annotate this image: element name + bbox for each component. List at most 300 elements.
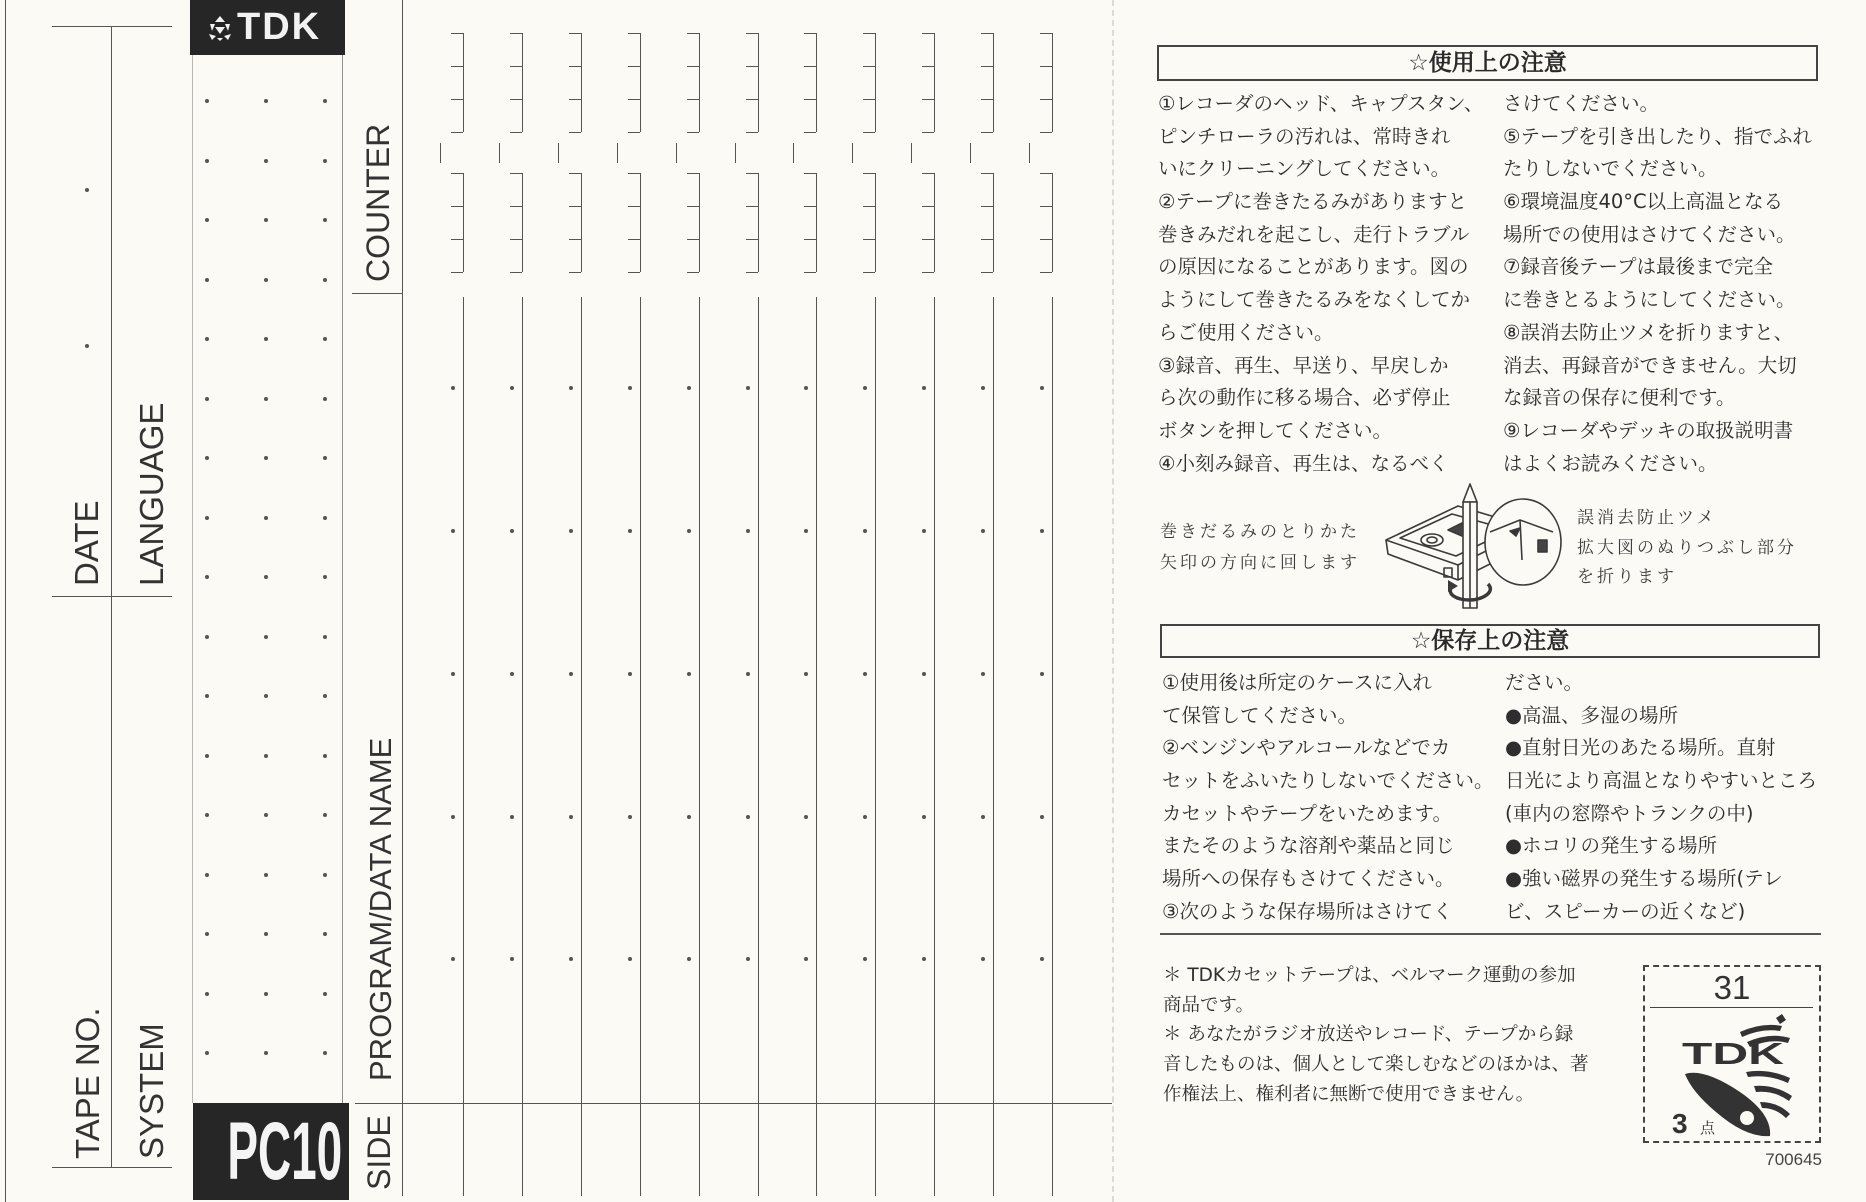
note-line: カセットやテープをいためます。 bbox=[1162, 801, 1452, 825]
note-line: ②テープに巻きたるみがありますと bbox=[1158, 190, 1468, 214]
guide-dot bbox=[323, 932, 327, 936]
note-line: の原因になることがあります。図の bbox=[1158, 255, 1469, 279]
note-line: ださい。 bbox=[1505, 671, 1584, 694]
grid-guide-dot bbox=[687, 529, 691, 533]
guide-dot bbox=[264, 99, 268, 103]
counter-digit-tick bbox=[569, 239, 581, 240]
guide-dot bbox=[264, 218, 268, 222]
note-line: な録音の保存に便利です。 bbox=[1503, 386, 1736, 410]
grid-guide-dot bbox=[863, 672, 867, 676]
grid-column-line bbox=[699, 297, 700, 1196]
grid-guide-dot bbox=[687, 957, 691, 961]
grid-guide-dot bbox=[687, 386, 691, 390]
grid-guide-dot bbox=[746, 957, 750, 961]
grid-guide-dot bbox=[922, 386, 926, 390]
counter-separator-tick bbox=[852, 143, 853, 163]
guide-dot bbox=[205, 813, 209, 817]
note-line: ビ、スピーカーの近くなど) bbox=[1505, 899, 1746, 923]
counter-digit-bracket bbox=[934, 33, 935, 132]
grid-column-line bbox=[993, 297, 994, 1196]
counter-digit-tick bbox=[746, 66, 758, 67]
label-column-line bbox=[402, 0, 403, 1196]
guide-dot bbox=[264, 337, 268, 341]
counter-separator-tick bbox=[499, 143, 500, 163]
cassette-diagram-icon bbox=[1375, 482, 1575, 612]
counter-digit-bracket bbox=[758, 33, 759, 132]
guide-dot bbox=[323, 159, 327, 163]
note-line: ボタンを押してください。 bbox=[1158, 418, 1393, 442]
counter-digit-tick bbox=[746, 173, 758, 174]
usage-notes-right-column bbox=[1503, 88, 1812, 480]
note-line: ピンチローラの汚れは、常時きれ bbox=[1158, 124, 1451, 148]
guide-dot bbox=[205, 873, 209, 877]
guide-dot bbox=[205, 575, 209, 579]
counter-digit-tick bbox=[628, 33, 640, 34]
counter-digit-tick bbox=[863, 272, 875, 273]
note-line: セットをふいたりしないでください。 bbox=[1162, 769, 1494, 793]
note-line: 場所での使用はさけてください。 bbox=[1503, 222, 1796, 246]
counter-digit-tick bbox=[922, 99, 934, 100]
caption-line: 誤消去防止ツメ bbox=[1577, 508, 1717, 528]
counter-digit-tick bbox=[746, 206, 758, 207]
guide-dot bbox=[264, 813, 268, 817]
field-guide-dot bbox=[85, 188, 89, 192]
counter-separator-tick bbox=[970, 143, 971, 163]
counter-digit-bracket bbox=[758, 173, 759, 272]
counter-digit-tick bbox=[981, 132, 993, 133]
grid-guide-dot bbox=[687, 815, 691, 819]
note-line: て保管してください。 bbox=[1162, 703, 1358, 727]
grid-column-line bbox=[581, 297, 582, 1196]
counter-separator-tick bbox=[676, 143, 677, 163]
counter-digit-bracket bbox=[1052, 33, 1053, 132]
footer-line: 商品です。 bbox=[1163, 994, 1255, 1016]
counter-digit-tick bbox=[451, 206, 463, 207]
grid-column-line bbox=[1052, 297, 1053, 1196]
guide-dot bbox=[323, 337, 327, 341]
counter-digit-tick bbox=[510, 66, 522, 67]
counter-digit-tick bbox=[922, 206, 934, 207]
counter-digit-tick bbox=[569, 99, 581, 100]
grid-guide-dot bbox=[922, 957, 926, 961]
grid-guide-dot bbox=[628, 386, 632, 390]
grid-guide-dot bbox=[981, 529, 985, 533]
guide-dot bbox=[264, 159, 268, 163]
footer-line: ＊ TDKカセットテープは、ベルマーク運動の参加 bbox=[1163, 965, 1576, 986]
grid-guide-dot bbox=[510, 815, 514, 819]
counter-digit-bracket bbox=[816, 173, 817, 272]
storage-notes-title: ☆保存上の注意 bbox=[1160, 624, 1820, 658]
guide-dot bbox=[323, 1051, 327, 1055]
counter-digit-tick bbox=[687, 206, 699, 207]
counter-label: COUNTER bbox=[360, 123, 396, 282]
bellmark-brand: TDK bbox=[1682, 1036, 1785, 1071]
counter-digit-tick bbox=[746, 239, 758, 240]
counter-separator-tick bbox=[617, 143, 618, 163]
grid-guide-dot bbox=[569, 529, 573, 533]
counter-digit-tick bbox=[510, 132, 522, 133]
guide-dot bbox=[264, 456, 268, 460]
grid-guide-dot bbox=[804, 815, 808, 819]
note-line: に巻きとるようにしてください。 bbox=[1503, 288, 1796, 312]
date-label: DATE bbox=[68, 500, 105, 586]
counter-digit-tick bbox=[451, 132, 463, 133]
counter-digit-tick bbox=[1040, 132, 1052, 133]
grid-guide-dot bbox=[1040, 529, 1044, 533]
counter-digit-bracket bbox=[934, 173, 935, 272]
grid-guide-dot bbox=[628, 529, 632, 533]
storage-notes-right-column bbox=[1505, 667, 1817, 929]
counter-digit-tick bbox=[569, 206, 581, 207]
counter-separator-tick bbox=[440, 143, 441, 163]
guide-dot bbox=[323, 813, 327, 817]
grid-guide-dot bbox=[804, 386, 808, 390]
counter-digit-bracket bbox=[993, 173, 994, 272]
counter-digit-tick bbox=[804, 206, 816, 207]
bellmark-number: 31 bbox=[1713, 969, 1751, 1006]
counter-digit-tick bbox=[863, 132, 875, 133]
grid-guide-dot bbox=[746, 386, 750, 390]
grid-guide-dot bbox=[863, 815, 867, 819]
counter-digit-tick bbox=[981, 173, 993, 174]
grid-guide-dot bbox=[804, 672, 808, 676]
section-divider bbox=[1160, 933, 1821, 935]
note-line: ④小刻み録音、再生は、なるべく bbox=[1158, 451, 1449, 475]
guide-dot bbox=[205, 218, 209, 222]
grid-guide-dot bbox=[863, 529, 867, 533]
guide-dot bbox=[323, 992, 327, 996]
note-line: ●強い磁界の発生する場所(テレ bbox=[1505, 867, 1783, 891]
catalog-code: 700645 bbox=[1765, 1150, 1822, 1169]
field-rule-middle bbox=[52, 596, 172, 597]
guide-dot bbox=[323, 873, 327, 877]
guide-dot bbox=[205, 754, 209, 758]
field-rule-top bbox=[52, 26, 172, 27]
guide-dot bbox=[264, 873, 268, 877]
note-line: ⑥環境温度40°C以上高温となる bbox=[1503, 190, 1784, 214]
grid-guide-dot bbox=[569, 957, 573, 961]
counter-digit-bracket bbox=[522, 33, 523, 132]
guide-dot bbox=[264, 992, 268, 996]
grid-guide-dot bbox=[510, 529, 514, 533]
guide-dot bbox=[323, 635, 327, 639]
counter-digit-tick bbox=[1040, 66, 1052, 67]
counter-digit-tick bbox=[687, 272, 699, 273]
note-line: ●直射日光のあたる場所。直射 bbox=[1505, 736, 1776, 760]
counter-digit-tick bbox=[981, 66, 993, 67]
counter-digit-tick bbox=[1040, 99, 1052, 100]
bellmark-points-value: 3 bbox=[1672, 1108, 1688, 1139]
grid-guide-dot bbox=[922, 672, 926, 676]
grid-guide-dot bbox=[569, 386, 573, 390]
note-line: 日光により高温となりやすいところ bbox=[1505, 769, 1818, 793]
grid-guide-dot bbox=[981, 815, 985, 819]
note-line: ようにして巻きたるみをなくしてか bbox=[1158, 288, 1471, 312]
counter-label-rule bbox=[352, 293, 403, 294]
counter-separator-tick bbox=[1029, 143, 1030, 163]
guide-dot bbox=[323, 516, 327, 520]
counter-digit-tick bbox=[569, 272, 581, 273]
counter-digit-tick bbox=[510, 272, 522, 273]
counter-digit-tick bbox=[451, 33, 463, 34]
counter-digit-bracket bbox=[463, 33, 464, 132]
counter-digit-bracket bbox=[699, 173, 700, 272]
counter-digit-bracket bbox=[640, 173, 641, 272]
note-line: さけてください。 bbox=[1503, 92, 1660, 115]
left-border-line bbox=[5, 0, 6, 1202]
usage-notes-title: ☆使用上の注意 bbox=[1157, 45, 1818, 81]
brand-header-badge bbox=[190, 0, 345, 55]
grid-column-line bbox=[758, 297, 759, 1196]
counter-digit-tick bbox=[569, 173, 581, 174]
note-line: (車内の窓際やトランクの中) bbox=[1505, 801, 1754, 825]
guide-dot bbox=[264, 516, 268, 520]
grid-guide-dot bbox=[451, 672, 455, 676]
grid-guide-dot bbox=[451, 386, 455, 390]
counter-digit-tick bbox=[628, 239, 640, 240]
bellmark-points-unit: 点 bbox=[1700, 1119, 1716, 1137]
counter-digit-tick bbox=[981, 33, 993, 34]
guide-dot bbox=[205, 337, 209, 341]
counter-separator-tick bbox=[793, 143, 794, 163]
guide-dot bbox=[323, 99, 327, 103]
note-line: ②ベンジンやアルコールなどでカ bbox=[1162, 736, 1451, 760]
counter-digit-tick bbox=[863, 206, 875, 207]
counter-digit-tick bbox=[922, 173, 934, 174]
guide-dot bbox=[205, 278, 209, 282]
grid-guide-dot bbox=[804, 529, 808, 533]
counter-digit-tick bbox=[510, 33, 522, 34]
counter-digit-tick bbox=[451, 99, 463, 100]
tape-no-label: TAPE NO. bbox=[69, 1007, 106, 1159]
counter-digit-tick bbox=[628, 99, 640, 100]
note-line: ③録音、再生、早送り、早戻しか bbox=[1158, 353, 1449, 377]
guide-dot bbox=[323, 397, 327, 401]
grid-guide-dot bbox=[746, 529, 750, 533]
guide-dot bbox=[323, 575, 327, 579]
note-line: ⑨レコーダやデッキの取扱説明書 bbox=[1503, 418, 1794, 442]
bellmark-rule bbox=[1650, 1007, 1813, 1008]
guide-dot bbox=[205, 694, 209, 698]
grid-guide-dot bbox=[863, 957, 867, 961]
grid-guide-dot bbox=[981, 957, 985, 961]
counter-digit-tick bbox=[569, 66, 581, 67]
counter-digit-tick bbox=[804, 272, 816, 273]
counter-separator-tick bbox=[911, 143, 912, 163]
guide-dot bbox=[205, 99, 209, 103]
guide-dot bbox=[323, 694, 327, 698]
grid-guide-dot bbox=[628, 672, 632, 676]
counter-digit-tick bbox=[1040, 33, 1052, 34]
counter-digit-bracket bbox=[875, 173, 876, 272]
guide-dot bbox=[205, 159, 209, 163]
guide-dot bbox=[205, 932, 209, 936]
counter-digit-bracket bbox=[581, 33, 582, 132]
note-line: またそのような溶剤や薬品と同じ bbox=[1162, 834, 1455, 858]
model-badge bbox=[193, 1103, 349, 1200]
note-line: 巻きみだれを起こし、走行トラブル bbox=[1158, 222, 1470, 246]
counter-digit-tick bbox=[451, 272, 463, 273]
grid-guide-dot bbox=[1040, 386, 1044, 390]
tdk-emblem-icon bbox=[206, 14, 234, 42]
grid-guide-dot bbox=[981, 386, 985, 390]
note-line: ⑦録音後テープは最後まで完全 bbox=[1503, 255, 1774, 279]
grid-column-line bbox=[875, 297, 876, 1196]
guide-dot bbox=[205, 516, 209, 520]
caption-line: 矢印の方向に回します bbox=[1160, 553, 1360, 573]
counter-digit-bracket bbox=[463, 173, 464, 272]
field-guide-dot bbox=[85, 344, 89, 348]
counter-digit-bracket bbox=[522, 173, 523, 272]
guide-dot bbox=[323, 278, 327, 282]
grid-guide-dot bbox=[510, 672, 514, 676]
counter-digit-tick bbox=[746, 33, 758, 34]
field-divider-line bbox=[111, 26, 112, 1167]
counter-separator-tick bbox=[735, 143, 736, 163]
counter-digit-tick bbox=[922, 132, 934, 133]
counter-digit-tick bbox=[981, 99, 993, 100]
counter-digit-tick bbox=[981, 206, 993, 207]
guide-dot bbox=[323, 218, 327, 222]
counter-digit-tick bbox=[510, 173, 522, 174]
counter-digit-tick bbox=[922, 239, 934, 240]
note-line: らご使用ください。 bbox=[1158, 320, 1334, 344]
guide-dot bbox=[264, 397, 268, 401]
counter-digit-tick bbox=[569, 132, 581, 133]
grid-guide-dot bbox=[1040, 672, 1044, 676]
guide-dot bbox=[264, 754, 268, 758]
note-line: いにクリーニングしてください。 bbox=[1158, 157, 1451, 181]
counter-digit-tick bbox=[746, 272, 758, 273]
side-row-rule bbox=[355, 1103, 1112, 1104]
counter-digit-bracket bbox=[993, 33, 994, 132]
counter-digit-tick bbox=[569, 33, 581, 34]
counter-digit-tick bbox=[1040, 239, 1052, 240]
language-label: LANGUAGE bbox=[133, 402, 170, 586]
grid-column-line bbox=[463, 297, 464, 1196]
counter-digit-tick bbox=[863, 239, 875, 240]
erase-tab-caption bbox=[1577, 504, 1797, 593]
model-badge-text: PC10 bbox=[227, 1106, 343, 1197]
note-line: ⑧誤消去防止ツメを折りますと、 bbox=[1503, 320, 1794, 344]
guide-dot bbox=[264, 575, 268, 579]
counter-digit-bracket bbox=[581, 173, 582, 272]
note-line: ①使用後は所定のケースに入れ bbox=[1162, 671, 1433, 694]
guide-dot bbox=[264, 932, 268, 936]
grid-guide-dot bbox=[746, 815, 750, 819]
counter-digit-tick bbox=[451, 239, 463, 240]
counter-digit-tick bbox=[746, 99, 758, 100]
field-rule-bottom bbox=[52, 1167, 172, 1168]
counter-digit-tick bbox=[922, 66, 934, 67]
counter-digit-tick bbox=[1040, 272, 1052, 273]
counter-digit-tick bbox=[510, 206, 522, 207]
guide-dot bbox=[323, 754, 327, 758]
counter-digit-tick bbox=[451, 173, 463, 174]
counter-digit-tick bbox=[687, 66, 699, 67]
note-line: ●ホコリの発生する場所 bbox=[1505, 834, 1718, 858]
grid-guide-dot bbox=[510, 386, 514, 390]
system-label: SYSTEM bbox=[133, 1023, 170, 1159]
grid-guide-dot bbox=[1040, 957, 1044, 961]
caption-line: 巻きだるみのとりかた bbox=[1160, 522, 1360, 542]
counter-digit-tick bbox=[804, 33, 816, 34]
grid-column-line bbox=[816, 297, 817, 1196]
counter-digit-tick bbox=[687, 132, 699, 133]
note-line: 場所への保存もさけてください。 bbox=[1162, 867, 1455, 891]
counter-separator-tick bbox=[558, 143, 559, 163]
note-line: ら次の動作に移る場合、必ず停止 bbox=[1158, 386, 1451, 410]
counter-digit-tick bbox=[922, 33, 934, 34]
counter-digit-tick bbox=[451, 66, 463, 67]
guide-dot bbox=[205, 456, 209, 460]
grid-guide-dot bbox=[746, 672, 750, 676]
counter-digit-tick bbox=[804, 239, 816, 240]
grid-guide-dot bbox=[804, 957, 808, 961]
storage-notes-left-column bbox=[1162, 667, 1494, 929]
counter-digit-tick bbox=[687, 239, 699, 240]
caption-line: を折ります bbox=[1577, 567, 1677, 587]
guide-dot bbox=[323, 456, 327, 460]
counter-digit-tick bbox=[628, 66, 640, 67]
usage-notes-left-column bbox=[1158, 88, 1483, 480]
bellmark-coupon bbox=[1643, 965, 1821, 1143]
grid-guide-dot bbox=[451, 529, 455, 533]
guide-dot bbox=[205, 397, 209, 401]
guide-dot bbox=[205, 1051, 209, 1055]
counter-digit-tick bbox=[863, 66, 875, 67]
counter-digit-bracket bbox=[875, 33, 876, 132]
note-line: ●高温、多湿の場所 bbox=[1505, 703, 1679, 727]
counter-digit-tick bbox=[981, 272, 993, 273]
dotted-writing-column bbox=[192, 55, 343, 1103]
counter-digit-tick bbox=[628, 132, 640, 133]
grid-guide-dot bbox=[687, 672, 691, 676]
guide-dot bbox=[205, 635, 209, 639]
grid-guide-dot bbox=[1040, 815, 1044, 819]
grid-guide-dot bbox=[863, 386, 867, 390]
counter-digit-bracket bbox=[1052, 173, 1053, 272]
counter-digit-tick bbox=[863, 99, 875, 100]
grid-guide-dot bbox=[922, 815, 926, 819]
note-line: ③次のような保存場所はさけてく bbox=[1162, 899, 1453, 923]
counter-digit-tick bbox=[687, 33, 699, 34]
counter-digit-tick bbox=[687, 99, 699, 100]
brand-logo-text: TDK bbox=[237, 6, 322, 48]
counter-digit-tick bbox=[922, 272, 934, 273]
guide-dot bbox=[264, 1051, 268, 1055]
guide-dot bbox=[264, 694, 268, 698]
grid-guide-dot bbox=[569, 815, 573, 819]
grid-guide-dot bbox=[922, 529, 926, 533]
grid-guide-dot bbox=[451, 815, 455, 819]
counter-digit-tick bbox=[510, 239, 522, 240]
footer-line: ＊ あなたがラジオ放送やレコード、テープから録 bbox=[1163, 1024, 1574, 1046]
counter-digit-tick bbox=[804, 173, 816, 174]
footer-line: 作権法上、権利者に無断で使用できません。 bbox=[1163, 1083, 1535, 1105]
note-line: ⑤テープを引き出したり、指でふれ bbox=[1503, 124, 1813, 148]
grid-guide-dot bbox=[510, 957, 514, 961]
counter-digit-bracket bbox=[640, 33, 641, 132]
grid-guide-dot bbox=[628, 815, 632, 819]
caption-line: 拡大図のぬりつぶし部分 bbox=[1577, 537, 1797, 558]
counter-digit-tick bbox=[804, 66, 816, 67]
side-label: SIDE bbox=[361, 1115, 397, 1190]
guide-dot bbox=[205, 992, 209, 996]
program-data-name-label: PROGRAM/DATA NAME bbox=[363, 737, 398, 1081]
counter-digit-tick bbox=[1040, 173, 1052, 174]
counter-digit-tick bbox=[628, 206, 640, 207]
